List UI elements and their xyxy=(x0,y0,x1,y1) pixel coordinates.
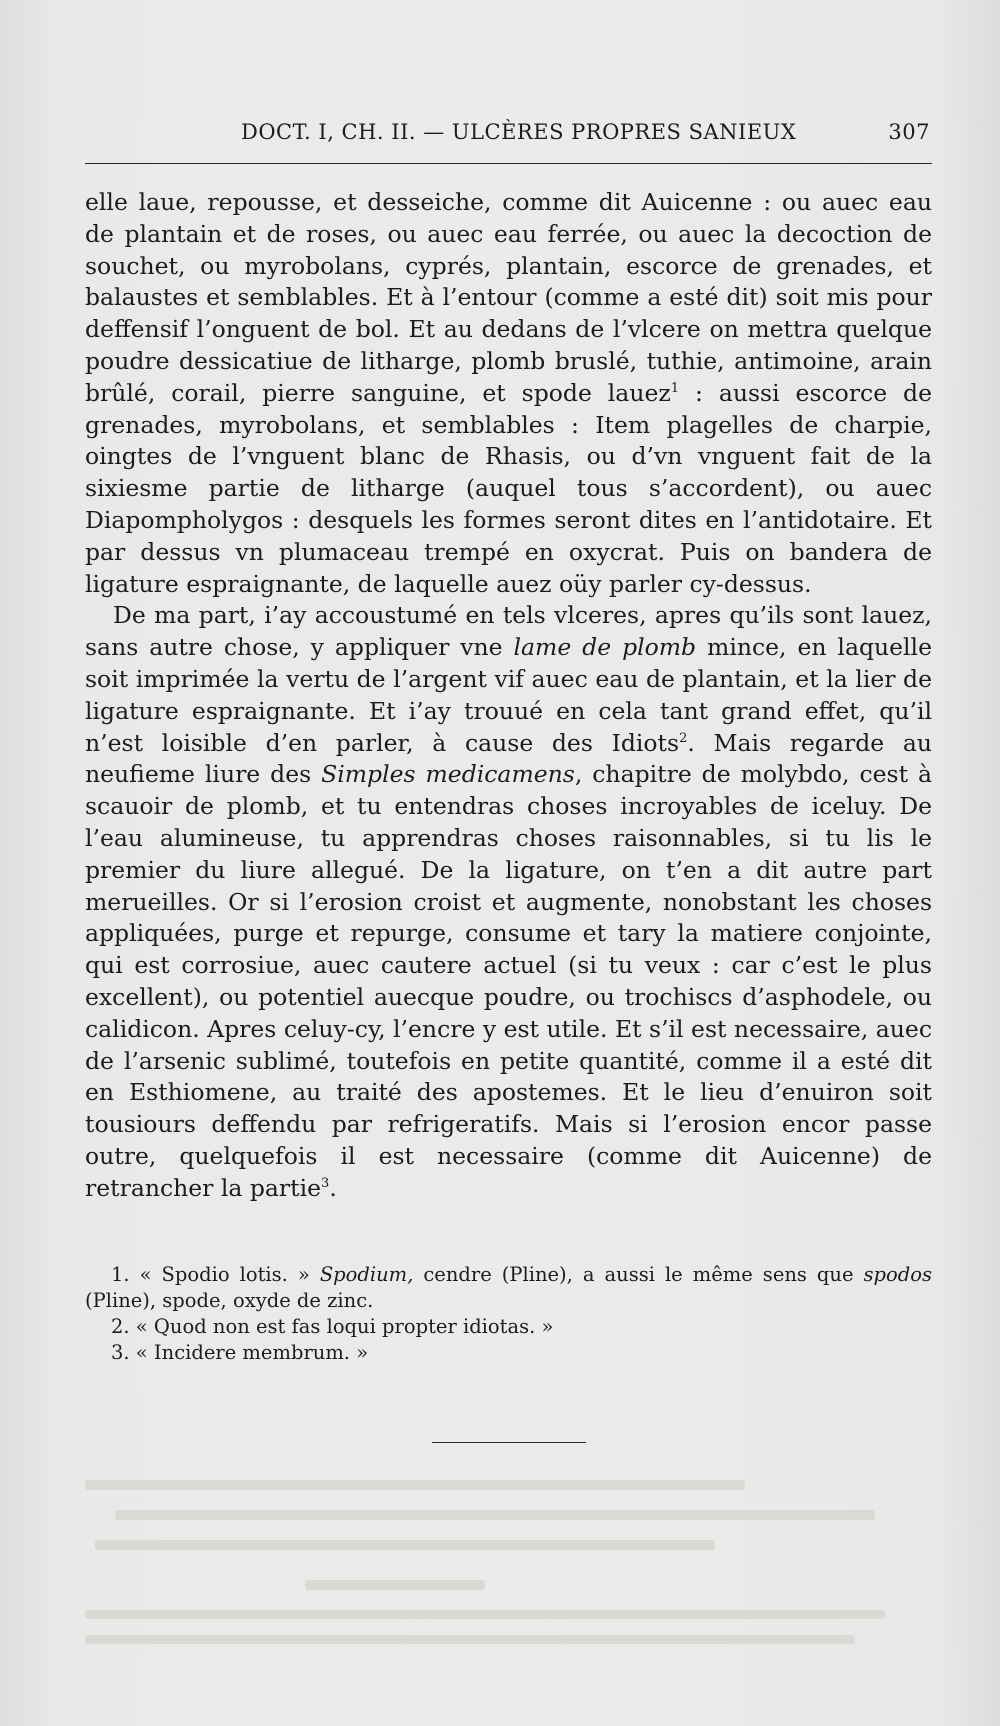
italic-text: spodos xyxy=(863,1263,932,1286)
footnote-reference: 3 xyxy=(321,1175,330,1191)
text-run: 2. « Quod non est fas loqui propter idiotas. » xyxy=(111,1315,554,1338)
footnote-reference: 2 xyxy=(679,730,688,746)
text-run: De ma part, i’ay accoustumé en tels vlceres, apres qu’ils sont lauez, sans autre chose, y appliquer vne xyxy=(85,601,932,662)
text-run: mince, en laquelle soit imprimée la vertu de l’argent vif auec eau de plantain, et la lier de ligature espraignante. Et i’ay trouué en cela tant grand effet, qu’il n’est loisible d’en parler, à cause des Idiots xyxy=(85,633,932,757)
paragraph xyxy=(85,187,932,600)
footnote xyxy=(85,1314,932,1340)
page-number: 307 xyxy=(888,120,930,144)
text-run: cendre (Pline), a aussi le même sens que xyxy=(413,1263,864,1286)
footnotes xyxy=(85,1262,932,1366)
text-run: . Mais regarde au neufieme liure des xyxy=(85,728,932,789)
italic-text: Simples medicamens xyxy=(321,760,575,789)
text-run: : aussi escorce de grenades, myrobolans, et semblables : Item plagelles de charpie, oingtes de l’vnguent blanc de Rhasis, ou d’vn vnguent fait de la sixiesme partie de litharge (auquel tous s’accordent), ou auec Diapompholygos : desquels les formes seront dites en l’antidotaire. Et par dessus vn plumaceau trempé en oxycrat. Puis on bandera de ligature espraignante, de laquelle auez oüy parler cy-dessus. xyxy=(85,378,933,598)
text-run: , chapitre de molybdo, cest à scauoir de plomb, et tu entendras choses incroyables de iceluy. De l’eau alumineuse, tu apprendras choses raisonnables, si tu lis le premier du liure allegué. De la ligature, on t’en a dit autre part merueilles. Or si l’erosion croist et augmente, nonobstant les choses appliquées, purge et repurge, consume et tary la matiere conjointe, qui est corrosiue, auec cautere actuel (si tu veux : car c’est le plus excellent), ou potentiel auecque poudre, ou trochiscs d’asphodele, ou calidicon. Apres celuy-cy, l’encre y est utile. Et s’il est necessaire, auec de l’arsenic sublimé, toutefois en petite quantité, comme il a esté dit en Esthiomene, au traité des apostemes. Et le lieu d’enuiron soit tousiours deffendu par refrigeratifs. Mais si l’erosion encor passe outre, quelquefois il est necessaire (comme dit Auicenne) de retrancher la partie xyxy=(85,760,933,1202)
italic-text: lame de plomb xyxy=(513,633,697,662)
text-run: elle laue, repousse, et desseiche, comme dit Auicenne : ou auec eau de plantain et de roses, ou auec eau ferrée, ou auec la decoction de souchet, ou myrobolans, cyprés, plantain, escorce de grenades, et balaustes et semblables. Et à l’entour (comme a esté dit) soit mis pour deffensif l’onguent de bol. Et au dedans de l’vlcere on mettra quelque poudre dessicatiue de litharge, plomb bruslé, tuthie, antimoine, arain brûlé, corail, pierre sanguine, et spode lauez xyxy=(85,188,932,407)
text-run: 1. « Spodio lotis. » xyxy=(111,1263,320,1286)
footnote xyxy=(85,1340,932,1366)
italic-text: Spodium, xyxy=(319,1263,414,1286)
footnote-reference: 1 xyxy=(670,380,680,396)
main-text xyxy=(85,187,932,1205)
text-run: (Pline), spode, oxyde de zinc. xyxy=(85,1289,374,1312)
bleed-through-texture xyxy=(85,1470,932,1670)
end-rule xyxy=(432,1442,586,1443)
footnote xyxy=(85,1262,932,1314)
text-run: . xyxy=(329,1173,337,1202)
running-title: DOCT. I, CH. II. — ULCÈRES PROPRES SANIEUX xyxy=(241,120,797,144)
paragraph xyxy=(85,600,932,1204)
running-header xyxy=(85,112,930,152)
header-rule xyxy=(85,163,932,164)
text-run: 3. « Incidere membrum. » xyxy=(111,1341,369,1364)
